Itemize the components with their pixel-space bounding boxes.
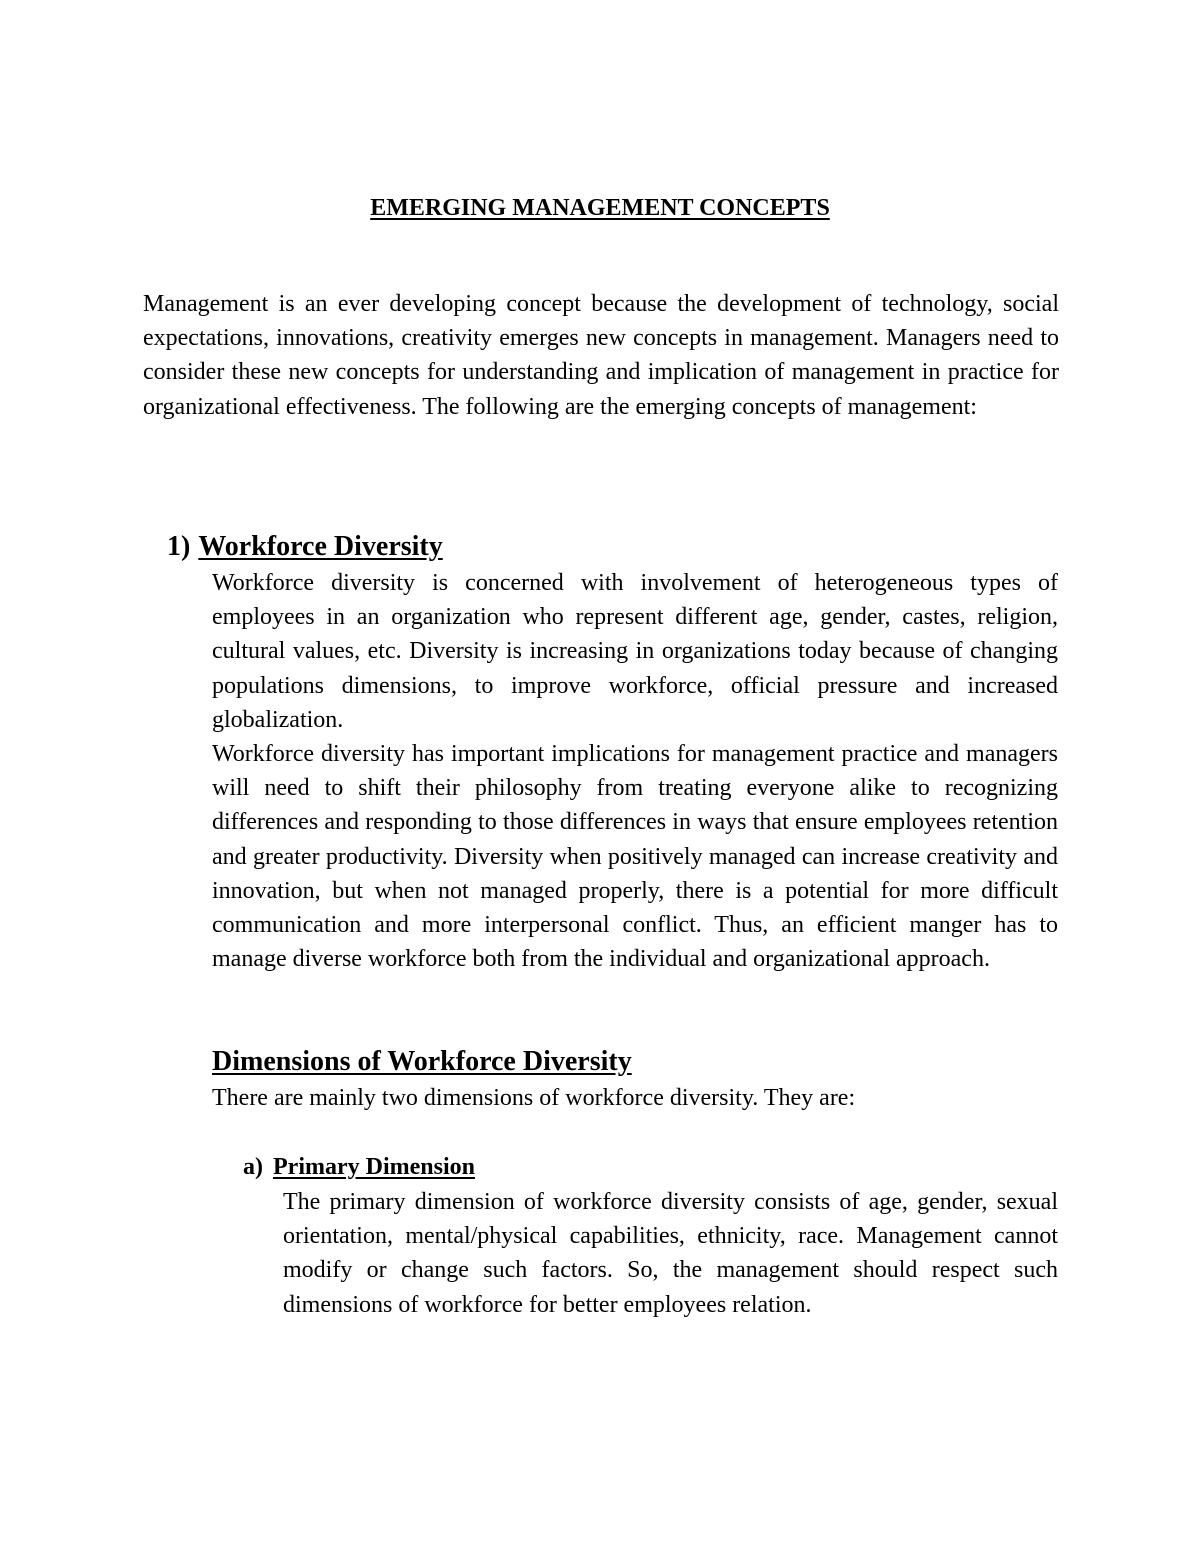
document-title: EMERGING MANAGEMENT CONCEPTS — [370, 195, 830, 221]
workforce-diversity-paragraph-2: Workforce diversity has important implications for management practice and managers will need to shift their philosophy from treating everyone alike to recognizing differences and responding to those differences in ways that ensure employees retention and greater productivity. Diversity when positively managed can increase creativity and innovation, but when not managed properly, there is a potential for more difficult communication and more interpersonal conflict. Thus, an efficient manger has to manage diverse workforce both from the individual and organizational approach. — [212, 741, 1058, 973]
section-number: 1) — [167, 531, 191, 562]
primary-dimension-paragraph: The primary dimension of workforce diversity consists of age, gender, sexual orientation, mental/physical capabilities, ethnicity, race. Management cannot modify or change such factors. So, the management should respect such dimensions of workforce for better employees relation. — [283, 1189, 1058, 1318]
primary-dimension-heading — [243, 1150, 475, 1184]
intro-paragraph: Management is an ever developing concept because the development of technology, social expectations, innovations, creativity emerges new concepts in management. Managers need to consider these new concepts for understanding and implication of management in practice for organizational effectiveness. The following are the emerging concepts of management: — [143, 291, 1059, 420]
dimensions-heading: Dimensions of Workforce Diversity — [212, 1046, 632, 1077]
workforce-diversity-paragraph-1: Workforce diversity is concerned with involvement of heterogeneous types of employees in an organization who represent different age, gender, castes, religion, cultural values, etc. Diversity is increasing in organizations today because of changing populations dimensions, to improve workforce, official pressure and increased globalization. — [212, 570, 1058, 733]
section-heading-label: Workforce Diversity — [198, 531, 443, 562]
sub-section-heading-label: Primary Dimension — [273, 1154, 475, 1180]
section-heading-workforce-diversity — [167, 527, 443, 567]
sub-section-number: a) — [243, 1154, 263, 1180]
dimensions-intro: There are mainly two dimensions of workforce diversity. They are: — [212, 1085, 856, 1111]
